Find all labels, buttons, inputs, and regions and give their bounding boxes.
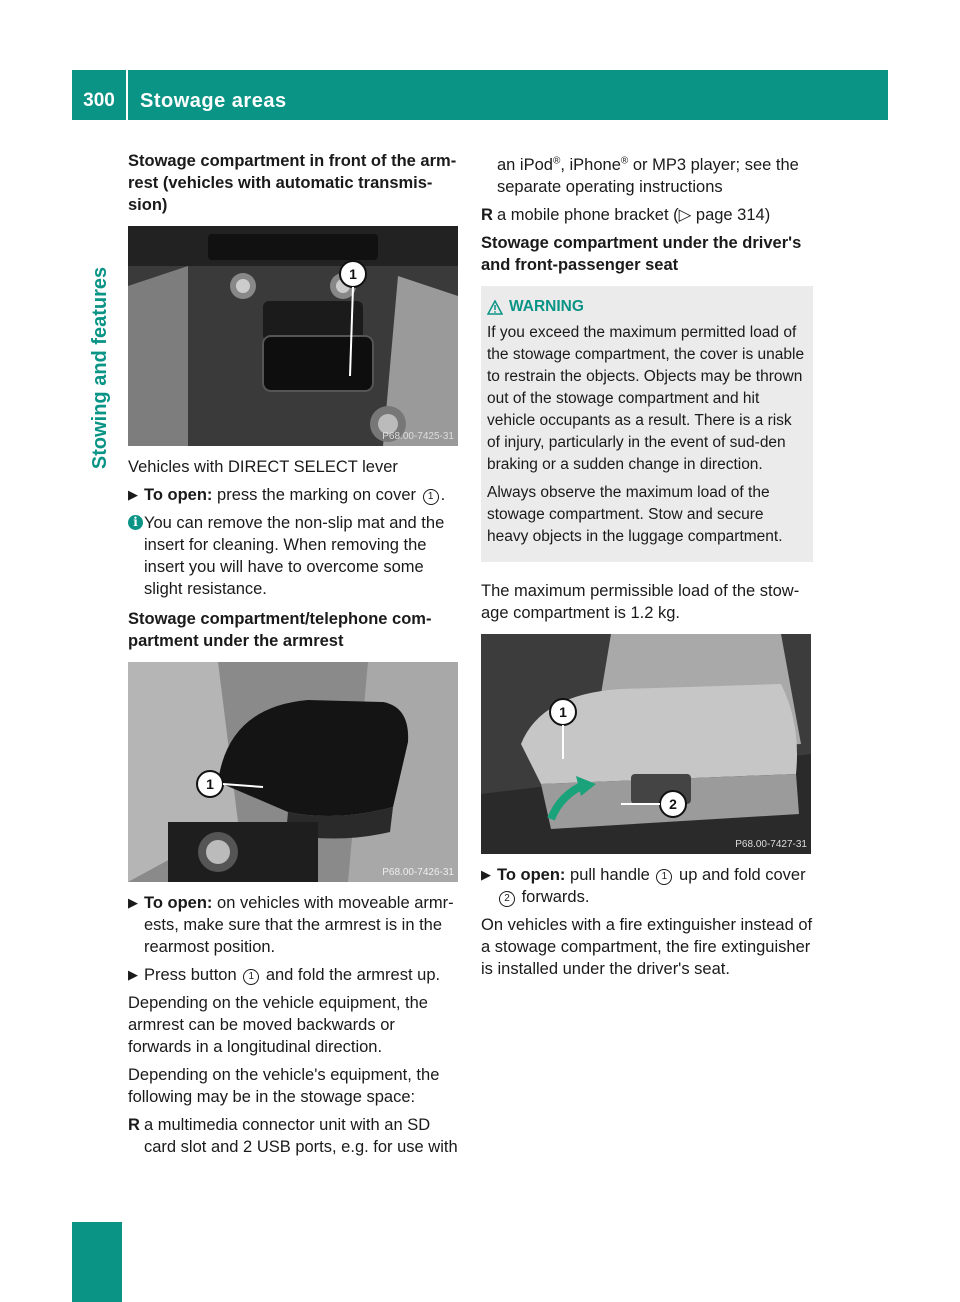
heading-under-armrest: Stowage compartment/telephone com-partment under the armrest (128, 610, 432, 650)
info-text: You can remove the non-slip mat and the insert for cleaning. When removing the insert you will have to overcome some slight resistance. (144, 514, 445, 598)
bullet-marker: R (128, 1116, 140, 1134)
list-item (481, 204, 815, 226)
step-end: . (440, 486, 446, 504)
step-end: forwards. (517, 888, 590, 906)
list-item-text: an iPod (497, 156, 553, 174)
left-column (128, 150, 462, 1164)
list-item (128, 1114, 462, 1158)
step-arrow-icon: ▶ (128, 967, 138, 982)
list-item-text: a mobile phone bracket ( (497, 206, 679, 224)
list-item-text: or MP3 player; see the separate operating instructions (497, 156, 799, 196)
figure-callout-1: 1 (559, 704, 567, 720)
step-text: up and fold cover (674, 866, 806, 884)
figure-callout-2: 2 (669, 796, 677, 812)
header-divider (126, 70, 128, 120)
warning-title-label: WARNING (509, 298, 584, 315)
section-tab (85, 133, 115, 603)
figure-armrest (128, 662, 458, 882)
right-column (481, 154, 815, 986)
registered-mark: ® (620, 155, 629, 167)
warning-box (481, 286, 813, 562)
step-text: press the marking on cover (212, 486, 421, 504)
fire-extinguisher-note: On vehicles with a fire extinguisher instead of a stowage compartment, the fire extinguisher is installed under the driver's seat. (481, 916, 813, 978)
page-reference[interactable]: page 314) (691, 206, 771, 224)
heading-armrest-front: Stowage compartment in front of the arm-rest (vehicles with automatic transmis-sion) (128, 152, 457, 214)
step-arrow-icon: ▶ (481, 867, 491, 882)
warning-text: If you exceed the maximum permitted load of the stowage compartment, the cover is unable to restrain the objects. Objects may be thrown out of the stowage compartment and hit vehicle occupants as a result. There is a risk of injury, particularly in the event of sud-den braking or a sudden change in direction. (487, 324, 805, 473)
step-end: and fold the armrest up. (261, 966, 441, 984)
list-item-continued (481, 154, 815, 198)
step-arrow-icon: ▶ (128, 487, 138, 502)
figure-callout-1: 1 (206, 776, 214, 792)
step-label: To open: (144, 486, 213, 504)
callout-ref: 1 (656, 869, 672, 885)
figure-code: P68.00-7426-31 (382, 867, 454, 878)
paragraph-armrest-move: Depending on the vehicle equipment, the armrest can be moved backwards or forwards in a longitudinal direction. (128, 994, 428, 1056)
max-load-note: The maximum permissible load of the stow-age compartment is 1.2 kg. (481, 582, 800, 622)
direct-select-note: Vehicles with DIRECT SELECT lever (128, 458, 398, 476)
figure-code: P68.00-7425-31 (382, 431, 454, 442)
step-text: Press button (144, 966, 242, 984)
info-note (128, 512, 462, 600)
warning-advice: Always observe the maximum load of the stowage compartment. Stow and secure heavy objects in the luggage compartment. (487, 484, 783, 545)
page-number: 300 (83, 90, 115, 111)
step-label: To open: (144, 894, 213, 912)
list-item-text: , iPhone (560, 156, 621, 174)
step-label: To open: (497, 866, 566, 884)
callout-ref: 1 (423, 489, 439, 505)
figure-callout-1: 1 (349, 266, 357, 282)
list-item-text: a multimedia connector unit with an SD card slot and 2 USB ports, e.g. for use with (144, 1116, 458, 1156)
callout-ref: 1 (243, 969, 259, 985)
figure-console-compartment (128, 226, 458, 446)
bullet-marker: R (481, 206, 493, 224)
instruction-step (128, 892, 462, 958)
heading-under-seat: Stowage compartment under the driver's and front-passenger seat (481, 234, 802, 274)
warning-icon (487, 300, 503, 315)
page-title: Stowage areas (140, 90, 287, 112)
step-text: pull handle (565, 866, 655, 884)
page-ref-arrow-icon: ▷ (678, 206, 692, 224)
instruction-step (128, 964, 462, 986)
instruction-step (128, 484, 462, 506)
registered-mark: ® (552, 155, 561, 167)
paragraph-stowage-space: Depending on the vehicle's equipment, the following may be in the stowage space: (128, 1066, 440, 1106)
page-header (72, 70, 888, 120)
warning-title (487, 296, 807, 318)
step-arrow-icon: ▶ (128, 895, 138, 910)
info-icon: i (128, 515, 143, 530)
step-text: on vehicles with moveable armr-ests, make sure that the armrest is in the rearmost position. (144, 894, 454, 956)
instruction-step (481, 864, 815, 908)
section-marker (72, 1222, 122, 1302)
figure-code: P68.00-7427-31 (735, 839, 807, 850)
section-tab-label: Stowing and features (89, 266, 111, 470)
callout-ref: 2 (499, 891, 515, 907)
figure-seat-compartment (481, 634, 811, 854)
